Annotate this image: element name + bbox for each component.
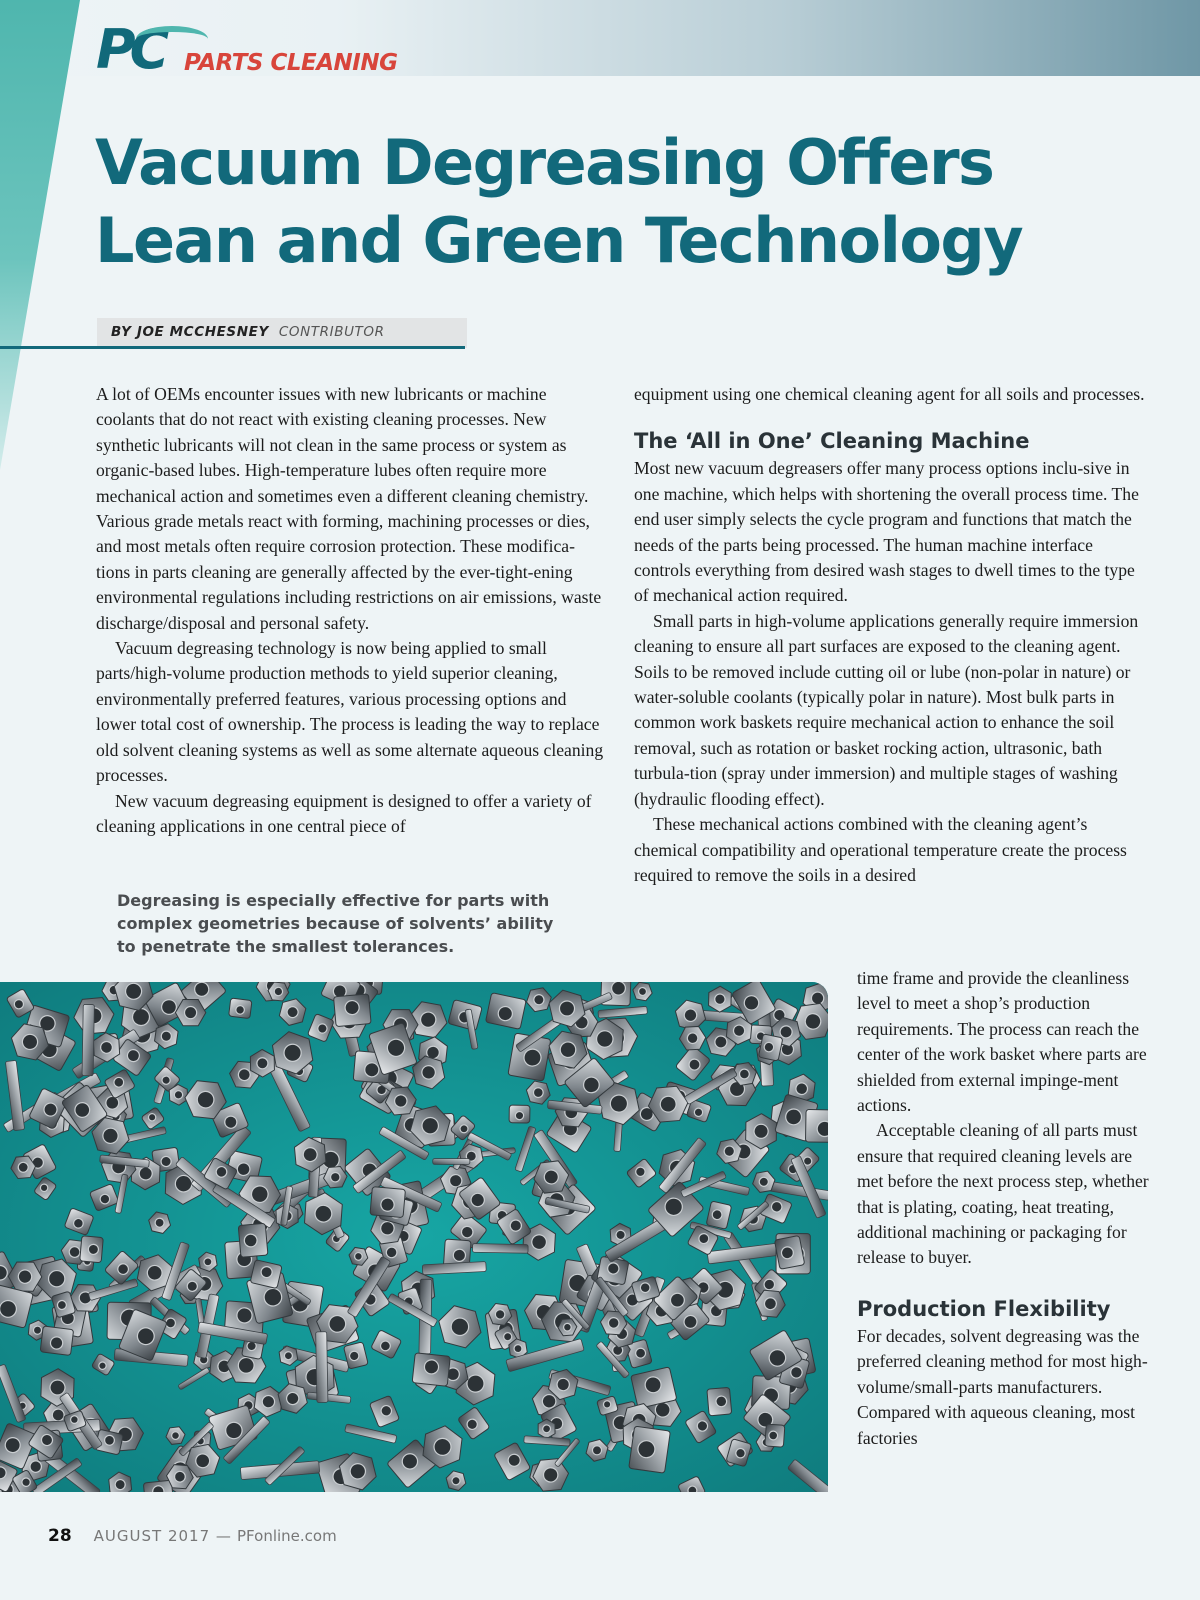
paragraph: time frame and provide the cleanliness level to meet a shop’s production requirements. The process can reach the center of the work basket where parts are shielded from external impinge-ment actions. (857, 968, 1147, 1116)
side-accent-stripe (0, 0, 80, 470)
metal-parts-photo (0, 982, 828, 1492)
paragraph: Small parts in high-volume applications generally require immersion cleaning to ensure all part surfaces are exposed to the cleaning agent. Soils to be removed include cutting oil or lube (non-polar in nature) or water-soluble coolants (typically polar in nature). Most bulk parts in common work baskets require mechanical action to enhance the soil removal, such as rotation or basket rocking action, ultrasonic, bath turbula-tion (spray under immersion) and multiple stages of washing (hydraulic flooding effect). (634, 610, 1139, 809)
pc-logo-mark: PC (96, 18, 164, 81)
byline-role: CONTRIBUTOR (278, 324, 385, 340)
page-footer (48, 1526, 337, 1546)
paragraph: Acceptable cleaning of all parts must ensure that required cleaning levels are met before the next process step, whether that is plating, coating, heat treating, additional machining or packaging for release to buyer. (857, 1120, 1149, 1268)
byline (111, 324, 385, 340)
logo-swoosh-icon (136, 26, 208, 52)
issue-date: AUGUST 2017 — (93, 1527, 232, 1545)
article-title (95, 124, 1095, 280)
title-rest-part: Offers (766, 126, 994, 199)
page-number: 28 (48, 1526, 72, 1546)
paragraph: For decades, solvent degreasing was the preferred cleaning method for most high-volume/small-parts manufacturers. Compared with aqueous cleaning, most factories (857, 1325, 1148, 1448)
byline-author: BY JOE MCCHESNEY (111, 324, 269, 340)
paragraph: A lot of OEMs encounter issues with new lubricants or machine coolants that do not react with existing cleaning processes. New synthetic lubricants will not clean in the same process or system as organic-based lubes. High-temperature lubes often require more mechanical action and sometimes even a different cleaning chemistry. Various grade metals react with forming, machining processes or dies, and most metals often require corrosion protection. These modifica-tions in parts cleaning are generally affected by the ever-tight-ening environmental regulations including restrictions on air emissions, waste discharge/disposal and personal safety. (96, 384, 602, 633)
metal-parts-illustration (0, 982, 828, 1492)
section-logo (96, 20, 396, 80)
paragraph: These mechanical actions combined with the cleaning agent’s chemical compatibility and operational temperature create the process required to remove the soils in a desired (634, 814, 1127, 885)
website: PFonline.com (237, 1527, 337, 1545)
right-column (634, 382, 1150, 888)
title-bold-part: Vacuum Degreasing (95, 126, 767, 199)
byline-rule (0, 346, 465, 349)
narrow-column (857, 966, 1153, 1451)
paragraph: Most new vacuum degreasers offer many process options inclu-sive in one machine, which helps with shortening the overall process time. The end user simply selects the cycle program and functions that match the needs of the parts being processed. The human machine interface controls everything from desired wash stages to dwell times to the type of mechanical action required. (634, 458, 1139, 606)
section-heading: The ‘All in One’ Cleaning Machine (634, 429, 1030, 454)
section-heading: Production Flexibility (857, 1296, 1111, 1321)
photo-caption: Degreasing is especially effective for parts with complex geometries because of solvents’ ability to penetrate the smallest tolerances. (117, 891, 554, 956)
section-name: PARTS CLEANING (184, 50, 398, 76)
title-line-2: Lean and Green Technology (95, 204, 1023, 277)
paragraph: Vacuum degreasing technology is now being applied to small parts/high-volume production methods to yield superior cleaning, environmentally preferred features, various processing options and lower total cost of ownership. The process is leading the way to replace old solvent cleaning systems as well as some alternate aqueous cleaning processes. (96, 638, 604, 786)
paragraph: equipment using one chemical cleaning agent for all soils and processes. (634, 384, 1145, 404)
left-column (96, 382, 608, 839)
paragraph: New vacuum degreasing equipment is designed to offer a variety of cleaning applications in one central piece of (96, 790, 592, 836)
